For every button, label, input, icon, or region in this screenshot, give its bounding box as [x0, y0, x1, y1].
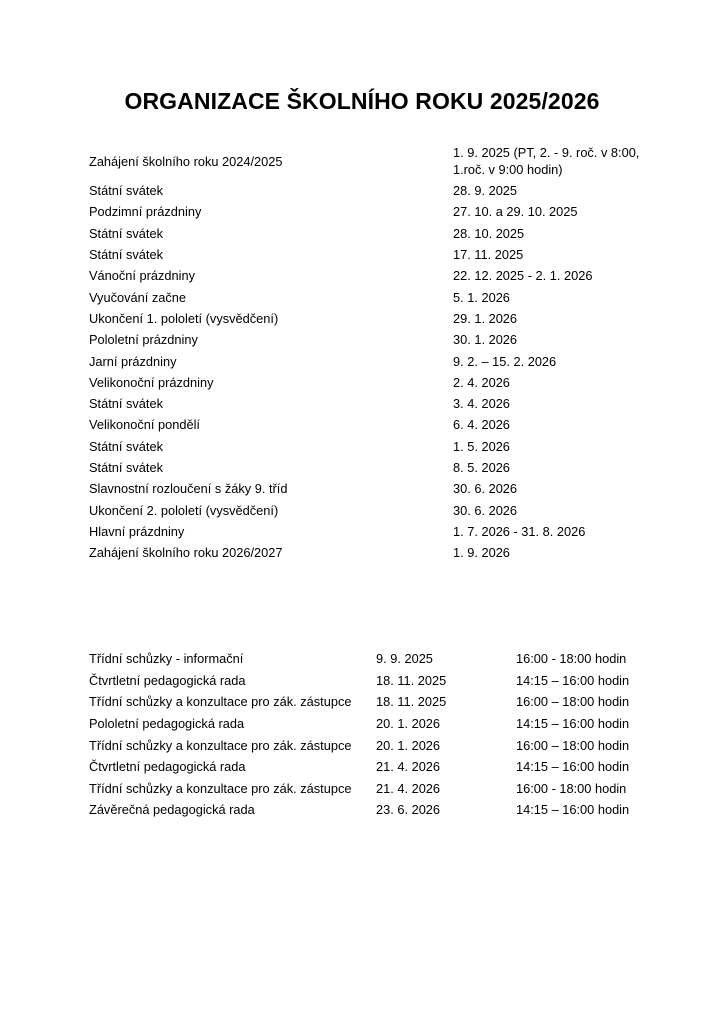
event-name: Velikonoční pondělí [89, 417, 200, 433]
event-date: 17. 11. 2025 [453, 247, 524, 263]
meeting-date: 23. 6. 2026 [376, 802, 441, 818]
event-date: 28. 9. 2025 [453, 183, 518, 199]
event-date: 5. 1. 2026 [453, 289, 510, 305]
table-row [89, 478, 659, 499]
event-date: 22. 12. 2025 - 2. 1. 2026 [453, 268, 593, 284]
table-row [89, 329, 659, 350]
table-row [89, 457, 659, 478]
event-name: Ukončení 2. pololetí (vysvědčení) [89, 502, 279, 518]
table-row [89, 244, 659, 265]
table-row [89, 350, 659, 371]
event-date: 1. 9. 2026 [453, 545, 510, 561]
event-name: Státní svátek [89, 438, 163, 454]
table-row [89, 265, 659, 286]
event-name: Hlavní prázdniny [89, 523, 185, 539]
meeting-name: Čtvrtletní pedagogická rada [89, 672, 246, 688]
table-row [89, 691, 649, 713]
table-row [89, 308, 659, 329]
table-row [89, 521, 659, 542]
event-date: 28. 10. 2025 [453, 225, 525, 241]
table-row [89, 713, 649, 735]
event-name: Státní svátek [89, 183, 163, 199]
event-name: Státní svátek [89, 396, 163, 412]
event-name: Zahájení školního roku 2026/2027 [89, 545, 283, 561]
meeting-time: 14:15 – 16:00 hodin [516, 716, 630, 732]
event-date: 30. 6. 2026 [453, 502, 518, 518]
table-row [89, 372, 659, 393]
event-name: Jarní prázdniny [89, 353, 177, 369]
meeting-time: 14:15 – 16:00 hodin [516, 759, 630, 775]
event-date: 29. 1. 2026 [453, 310, 518, 326]
meeting-name: Třídní schůzky a konzultace pro zák. zástupce [89, 780, 352, 796]
event-name: Státní svátek [89, 460, 163, 475]
event-name: Velikonoční prázdniny [89, 374, 214, 390]
table-row [89, 799, 649, 821]
meeting-name: Pololetní pedagogická rada [89, 716, 245, 732]
table-row [89, 648, 649, 670]
meeting-date: 9. 9. 2025 [376, 651, 433, 667]
event-date: 6. 4. 2026 [453, 417, 510, 433]
event-name: Slavnostní rozloučení s žáky 9. tříd [89, 481, 288, 497]
meeting-time: 16:00 - 18:00 hodin [516, 780, 627, 796]
table-row [89, 286, 659, 307]
table-row [89, 393, 659, 414]
meeting-name: Třídní schůzky - informační [89, 651, 244, 667]
table-row [89, 756, 649, 778]
school-year-events-table [89, 142, 659, 563]
event-date: 9. 2. – 15. 2. 2026 [453, 353, 557, 369]
event-date: 1. 5. 2026 [453, 438, 510, 454]
meeting-date: 18. 11. 2025 [376, 672, 447, 688]
meeting-name: Čtvrtletní pedagogická rada [89, 759, 246, 775]
meeting-date: 20. 1. 2026 [376, 716, 441, 732]
table-row [89, 180, 659, 201]
meeting-name: Třídní schůzky a konzultace pro zák. zástupce [89, 694, 352, 710]
event-name: Vyučování začne [89, 289, 186, 305]
event-name: Vánoční prázdniny [89, 268, 195, 284]
meeting-name: Závěrečná pedagogická rada [89, 802, 255, 818]
meeting-time: 16:00 - 18:00 hodin [516, 651, 627, 667]
event-date: 30. 1. 2026 [453, 332, 518, 348]
event-name: Podzimní prázdniny [89, 204, 202, 220]
event-date: 2. 4. 2026 [453, 374, 510, 390]
table-row [89, 436, 659, 457]
meeting-time: 16:00 – 18:00 hodin [516, 737, 630, 753]
event-date: 3. 4. 2026 [453, 396, 510, 412]
meeting-date: 20. 1. 2026 [376, 737, 441, 753]
event-name: Státní svátek [89, 247, 163, 263]
meeting-time: 14:15 – 16:00 hodin [516, 672, 630, 688]
event-date: 1. 7. 2026 - 31. 8. 2026 [453, 523, 586, 539]
table-row [89, 670, 649, 692]
meeting-date: 21. 4. 2026 [376, 759, 441, 775]
table-row [89, 778, 649, 800]
event-name: Zahájení školního roku 2024/2025 [89, 153, 283, 169]
table-row [89, 201, 659, 222]
event-name: Státní svátek [89, 225, 163, 241]
meeting-name: Třídní schůzky a konzultace pro zák. zástupce [89, 737, 352, 753]
meetings-table [89, 648, 649, 821]
event-date: 27. 10. a 29. 10. 2025 [453, 204, 578, 220]
page-title: ORGANIZACE ŠKOLNÍHO ROKU 2025/2026 [124, 88, 600, 114]
table-row [89, 142, 659, 180]
event-date: 1. 9. 2025 (PT, 2. - 9. roč. v 8:00, 1.roč. v 9:00 hodin) [453, 145, 640, 177]
table-row [89, 414, 659, 435]
table-row [89, 542, 659, 563]
table-row [89, 734, 649, 756]
table-row [89, 223, 659, 244]
event-date: 30. 6. 2026 [453, 481, 518, 497]
meeting-time: 14:15 – 16:00 hodin [516, 802, 630, 818]
event-name: Ukončení 1. pololetí (vysvědčení) [89, 310, 279, 326]
meeting-date: 21. 4. 2026 [376, 780, 441, 796]
event-date: 8. 5. 2026 [453, 460, 510, 475]
meeting-time: 16:00 – 18:00 hodin [516, 694, 630, 710]
meeting-date: 18. 11. 2025 [376, 694, 447, 710]
event-name: Pololetní prázdniny [89, 332, 198, 348]
table-row [89, 499, 659, 520]
